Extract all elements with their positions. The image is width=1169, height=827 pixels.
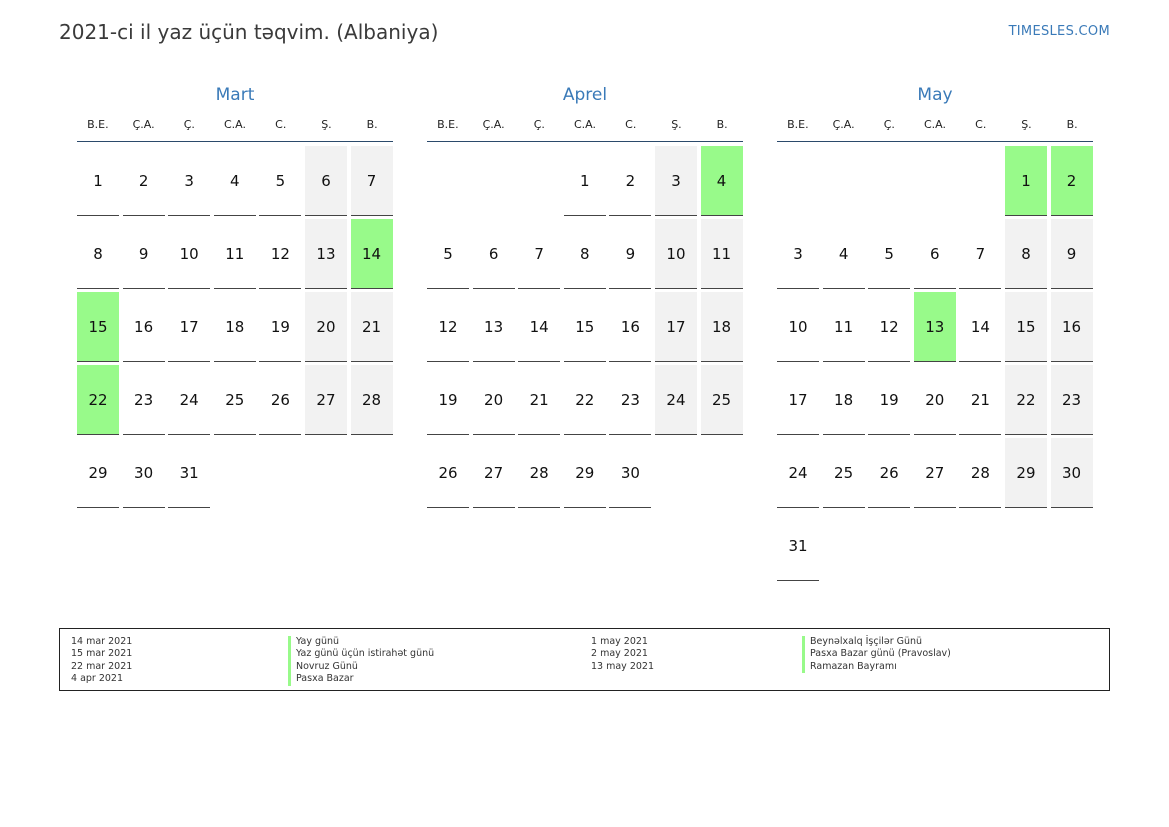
day-cell: 4 [823,219,865,289]
day-cell: 27 [305,365,347,435]
legend-date: 4 apr 2021 [71,673,124,685]
empty-day-cell [959,146,1001,216]
day-cell: 25 [701,365,743,435]
day-cell: 26 [868,438,910,508]
day-cell: 28 [959,438,1001,508]
day-cell: 27 [914,438,956,508]
legend-date: 1 may 2021 [591,636,648,647]
day-cell: 16 [609,292,651,362]
month-calendar-may [777,84,1093,581]
weekday-label: Ş. [671,118,682,131]
day-cell: 8 [77,219,119,289]
legend-holiday-name: Yaz günü üçün istirahət günü [288,648,434,660]
day-cell: 9 [609,219,651,289]
legend-holiday-name: Ramazan Bayramı [802,661,951,673]
month-name: Mart [215,85,255,105]
day-cell: 11 [701,219,743,289]
day-cell: 14 [959,292,1001,362]
day-cell: 11 [214,219,256,289]
legend-date: 13 may 2021 [591,660,655,672]
legend-holiday-name: Pasxa Bazar günü (Pravoslav) [802,648,951,660]
day-cell: 25 [214,365,256,435]
month-calendar-april [427,84,743,508]
legend-holiday-name: Pasxa Bazar [288,673,434,685]
day-cell: 4 [214,146,256,216]
day-cell: 16 [1051,292,1093,362]
weekday-label: Ç.A. [832,118,855,131]
weekday-label: Ç. [183,118,195,131]
holiday-day-cell: 22 [77,365,119,435]
day-cell: 7 [351,146,393,216]
day-cell: 1 [77,146,119,216]
weekday-label: Ç.A. [482,118,505,131]
day-cell: 6 [914,219,956,289]
weekday-label: C.A. [924,118,947,131]
day-cell: 5 [427,219,469,289]
header-divider [427,141,743,142]
day-cell: 12 [868,292,910,362]
day-cell: 14 [518,292,560,362]
day-cell: 28 [518,438,560,508]
day-cell: 16 [123,292,165,362]
day-cell: 24 [655,365,697,435]
days-grid [777,146,1093,581]
day-cell: 17 [168,292,210,362]
day-cell: 5 [868,219,910,289]
day-cell: 17 [777,365,819,435]
day-cell: 18 [701,292,743,362]
day-cell: 1 [564,146,606,216]
empty-day-cell [823,146,865,216]
empty-day-cell [868,146,910,216]
legend-dates-left [71,636,132,686]
legend-date: 14 mar 2021 [71,636,133,647]
day-cell: 22 [564,365,606,435]
day-cell: 24 [168,365,210,435]
weekday-header [427,118,743,138]
day-cell: 30 [609,438,651,508]
day-cell: 3 [777,219,819,289]
holiday-day-cell: 1 [1005,146,1047,216]
empty-day-cell [914,146,956,216]
day-cell: 3 [168,146,210,216]
day-cell: 7 [959,219,1001,289]
weekday-label: C.A. [574,118,597,131]
legend-holiday-name: Yay günü [288,636,434,648]
weekday-label: B.E. [437,118,459,131]
weekday-label: Ç. [533,118,545,131]
empty-day-cell [518,146,560,216]
holiday-day-cell: 13 [914,292,956,362]
day-cell: 9 [123,219,165,289]
header-divider [777,141,1093,142]
legend-date: 22 mar 2021 [71,660,133,672]
day-cell: 12 [427,292,469,362]
month-name: May [917,85,953,105]
day-cell: 18 [214,292,256,362]
day-cell: 26 [259,365,301,435]
weekday-label: B.E. [87,118,109,131]
day-cell: 21 [518,365,560,435]
weekday-header [777,118,1093,138]
day-cell: 12 [259,219,301,289]
empty-day-cell [777,146,819,216]
day-cell: 2 [609,146,651,216]
holiday-day-cell: 4 [701,146,743,216]
empty-day-cell [427,146,469,216]
empty-day-cell [473,146,515,216]
weekday-label: C.A. [224,118,247,131]
holiday-day-cell: 14 [351,219,393,289]
day-cell: 20 [305,292,347,362]
day-cell: 30 [1051,438,1093,508]
day-cell: 10 [655,219,697,289]
header-divider [77,141,393,142]
day-cell: 9 [1051,219,1093,289]
day-cell: 20 [473,365,515,435]
month-calendar-march [77,84,393,508]
day-cell: 31 [168,438,210,508]
weekday-label: Ç.A. [132,118,155,131]
day-cell: 6 [305,146,347,216]
weekday-header [77,118,393,138]
day-cell: 15 [1005,292,1047,362]
day-cell: 6 [473,219,515,289]
day-cell: 3 [655,146,697,216]
day-cell: 15 [564,292,606,362]
day-cell: 11 [823,292,865,362]
day-cell: 23 [1051,365,1093,435]
legend-holiday-name: Beynəlxalq İşçilər Günü [802,636,951,648]
day-cell: 23 [123,365,165,435]
page-title: 2021-ci il yaz üçün təqvim. (Albaniya) [59,20,439,44]
weekday-label: C. [275,118,287,131]
weekday-label: Ş. [1021,118,1032,131]
day-cell: 8 [564,219,606,289]
day-cell: 17 [655,292,697,362]
day-cell: 25 [823,438,865,508]
weekday-label: B. [366,118,378,131]
day-cell: 2 [123,146,165,216]
weekday-label: Ş. [321,118,332,131]
day-cell: 23 [609,365,651,435]
day-cell: 10 [777,292,819,362]
weekday-label: C. [625,118,637,131]
legend-dates-right [591,636,654,673]
day-cell: 21 [959,365,1001,435]
day-cell: 31 [777,511,819,581]
day-cell: 19 [868,365,910,435]
holiday-legend [59,628,1110,691]
month-name: Aprel [562,85,608,105]
day-cell: 19 [427,365,469,435]
weekday-label: B.E. [787,118,809,131]
day-cell: 8 [1005,219,1047,289]
day-cell: 5 [259,146,301,216]
day-cell: 19 [259,292,301,362]
day-cell: 28 [351,365,393,435]
day-cell: 7 [518,219,560,289]
legend-holiday-name: Novruz Günü [288,661,434,673]
weekday-label: C. [975,118,987,131]
holiday-day-cell: 2 [1051,146,1093,216]
day-cell: 30 [123,438,165,508]
legend-names-left [288,636,434,686]
day-cell: 29 [77,438,119,508]
holiday-day-cell: 15 [77,292,119,362]
days-grid [77,146,393,508]
weekday-label: B. [1066,118,1078,131]
weekday-label: B. [716,118,728,131]
legend-date: 15 mar 2021 [71,648,133,660]
day-cell: 24 [777,438,819,508]
day-cell: 27 [473,438,515,508]
day-cell: 29 [564,438,606,508]
day-cell: 13 [305,219,347,289]
legend-names-right [802,636,951,673]
day-cell: 22 [1005,365,1047,435]
day-cell: 21 [351,292,393,362]
day-cell: 13 [473,292,515,362]
day-cell: 29 [1005,438,1047,508]
day-cell: 26 [427,438,469,508]
day-cell: 20 [914,365,956,435]
days-grid [427,146,743,508]
brand-link[interactable]: TIMESLES.COM [1008,24,1110,39]
weekday-label: Ç. [883,118,895,131]
day-cell: 10 [168,219,210,289]
day-cell: 18 [823,365,865,435]
legend-date: 2 may 2021 [591,648,648,660]
